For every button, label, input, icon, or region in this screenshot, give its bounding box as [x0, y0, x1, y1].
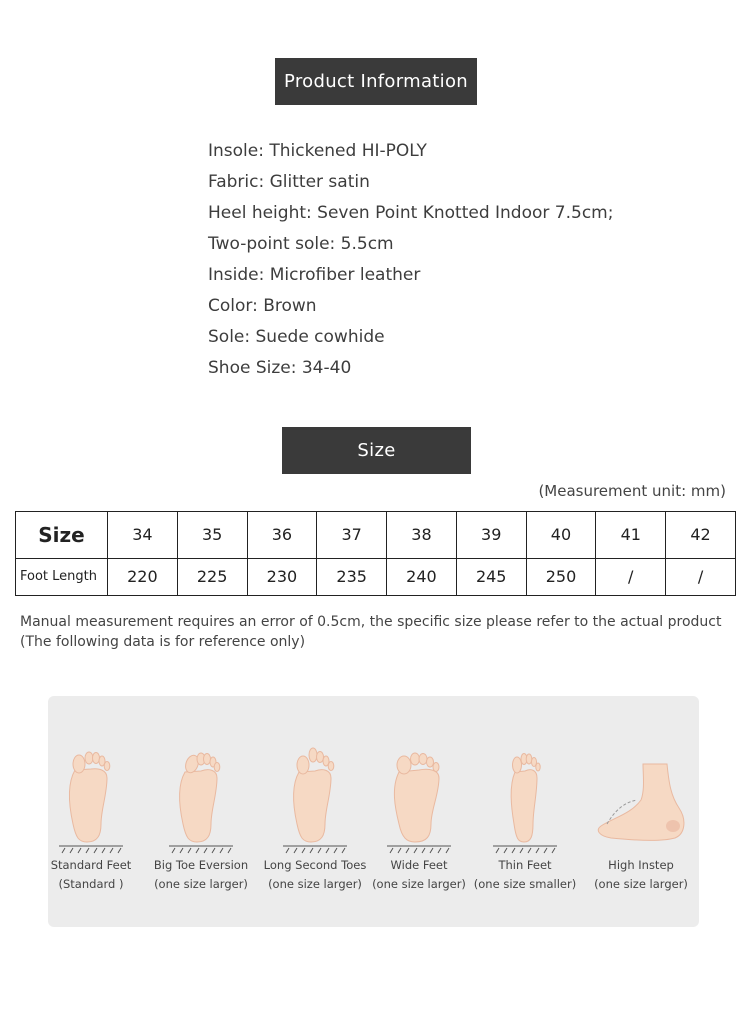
info-insole: Insole: Thickened HI-POLY [208, 141, 427, 161]
foot-type-thin-feet [471, 744, 579, 914]
size-title [282, 427, 471, 474]
product-information-title-text: Product Information [284, 71, 468, 92]
length-cell: 230 [247, 558, 317, 595]
size-title-text: Size [357, 440, 396, 461]
size-cell: 39 [456, 512, 526, 559]
foot-type-advice: (Standard ) [58, 877, 124, 891]
foot-type-name: Wide Feet [390, 858, 448, 872]
length-cell: 250 [526, 558, 596, 595]
wide-feet-foot-icon [379, 744, 459, 856]
size-cell: 42 [666, 512, 736, 559]
foot-type-name: High Instep [608, 858, 674, 872]
foot-type-long-second-toes [261, 744, 369, 914]
info-color: Color: Brown [208, 296, 317, 316]
foot-type-name: Standard Feet [50, 858, 132, 872]
foot-type-advice: (one size larger) [594, 877, 688, 891]
length-cell: / [666, 558, 736, 595]
foot-type-advice: (one size larger) [154, 877, 248, 891]
length-cell: 220 [108, 558, 178, 595]
standard-foot-icon [51, 744, 131, 856]
info-shoe-size: Shoe Size: 34-40 [208, 358, 352, 378]
size-cell: 37 [317, 512, 387, 559]
size-table [15, 511, 736, 596]
high-instep-foot-icon [591, 744, 691, 856]
size-cell: 40 [526, 512, 596, 559]
product-info-list [208, 136, 613, 384]
size-row [16, 512, 736, 559]
length-cell: 225 [177, 558, 247, 595]
foot-type-advice: (one size smaller) [473, 877, 577, 891]
info-sole: Sole: Suede cowhide [208, 327, 385, 347]
product-information-title [275, 58, 477, 105]
size-cell: 35 [177, 512, 247, 559]
foot-type-big-toe-eversion [147, 744, 255, 914]
long-second-toes-foot-icon [275, 744, 355, 856]
foot-length-row-header: Foot Length [16, 558, 108, 595]
thin-feet-foot-icon [485, 744, 565, 856]
foot-types-panel [48, 696, 699, 927]
foot-type-name: Thin Feet [498, 858, 552, 872]
foot-type-name: Big Toe Eversion [153, 858, 249, 872]
foot-type-advice: (one size larger) [372, 877, 466, 891]
foot-type-wide-feet [365, 744, 473, 914]
measurement-unit-note: (Measurement unit: mm) [538, 482, 726, 500]
info-inside: Inside: Microfiber leather [208, 265, 421, 285]
foot-type-name: Long Second Toes [263, 858, 367, 872]
info-sole-height: Two-point sole: 5.5cm [208, 234, 394, 254]
foot-type-advice: (one size larger) [268, 877, 362, 891]
length-cell: 240 [387, 558, 457, 595]
info-heel-height: Heel height: Seven Point Knotted Indoor 7.5cm; [208, 203, 614, 223]
measurement-disclaimer: Manual measurement requires an error of 0.5cm, the specific size please refer to the actual product (The following data is for reference only) [20, 614, 722, 650]
foot-type-standard [37, 744, 145, 914]
length-cell: 235 [317, 558, 387, 595]
size-row-header: Size [16, 512, 108, 559]
info-fabric: Fabric: Glitter satin [208, 172, 370, 192]
foot-type-high-instep [587, 744, 695, 914]
big-toe-eversion-foot-icon [161, 744, 241, 856]
size-cell: 34 [108, 512, 178, 559]
size-cell: 36 [247, 512, 317, 559]
size-cell: 38 [387, 512, 457, 559]
length-cell: / [596, 558, 666, 595]
foot-length-row [16, 558, 736, 595]
size-cell: 41 [596, 512, 666, 559]
length-cell: 245 [456, 558, 526, 595]
